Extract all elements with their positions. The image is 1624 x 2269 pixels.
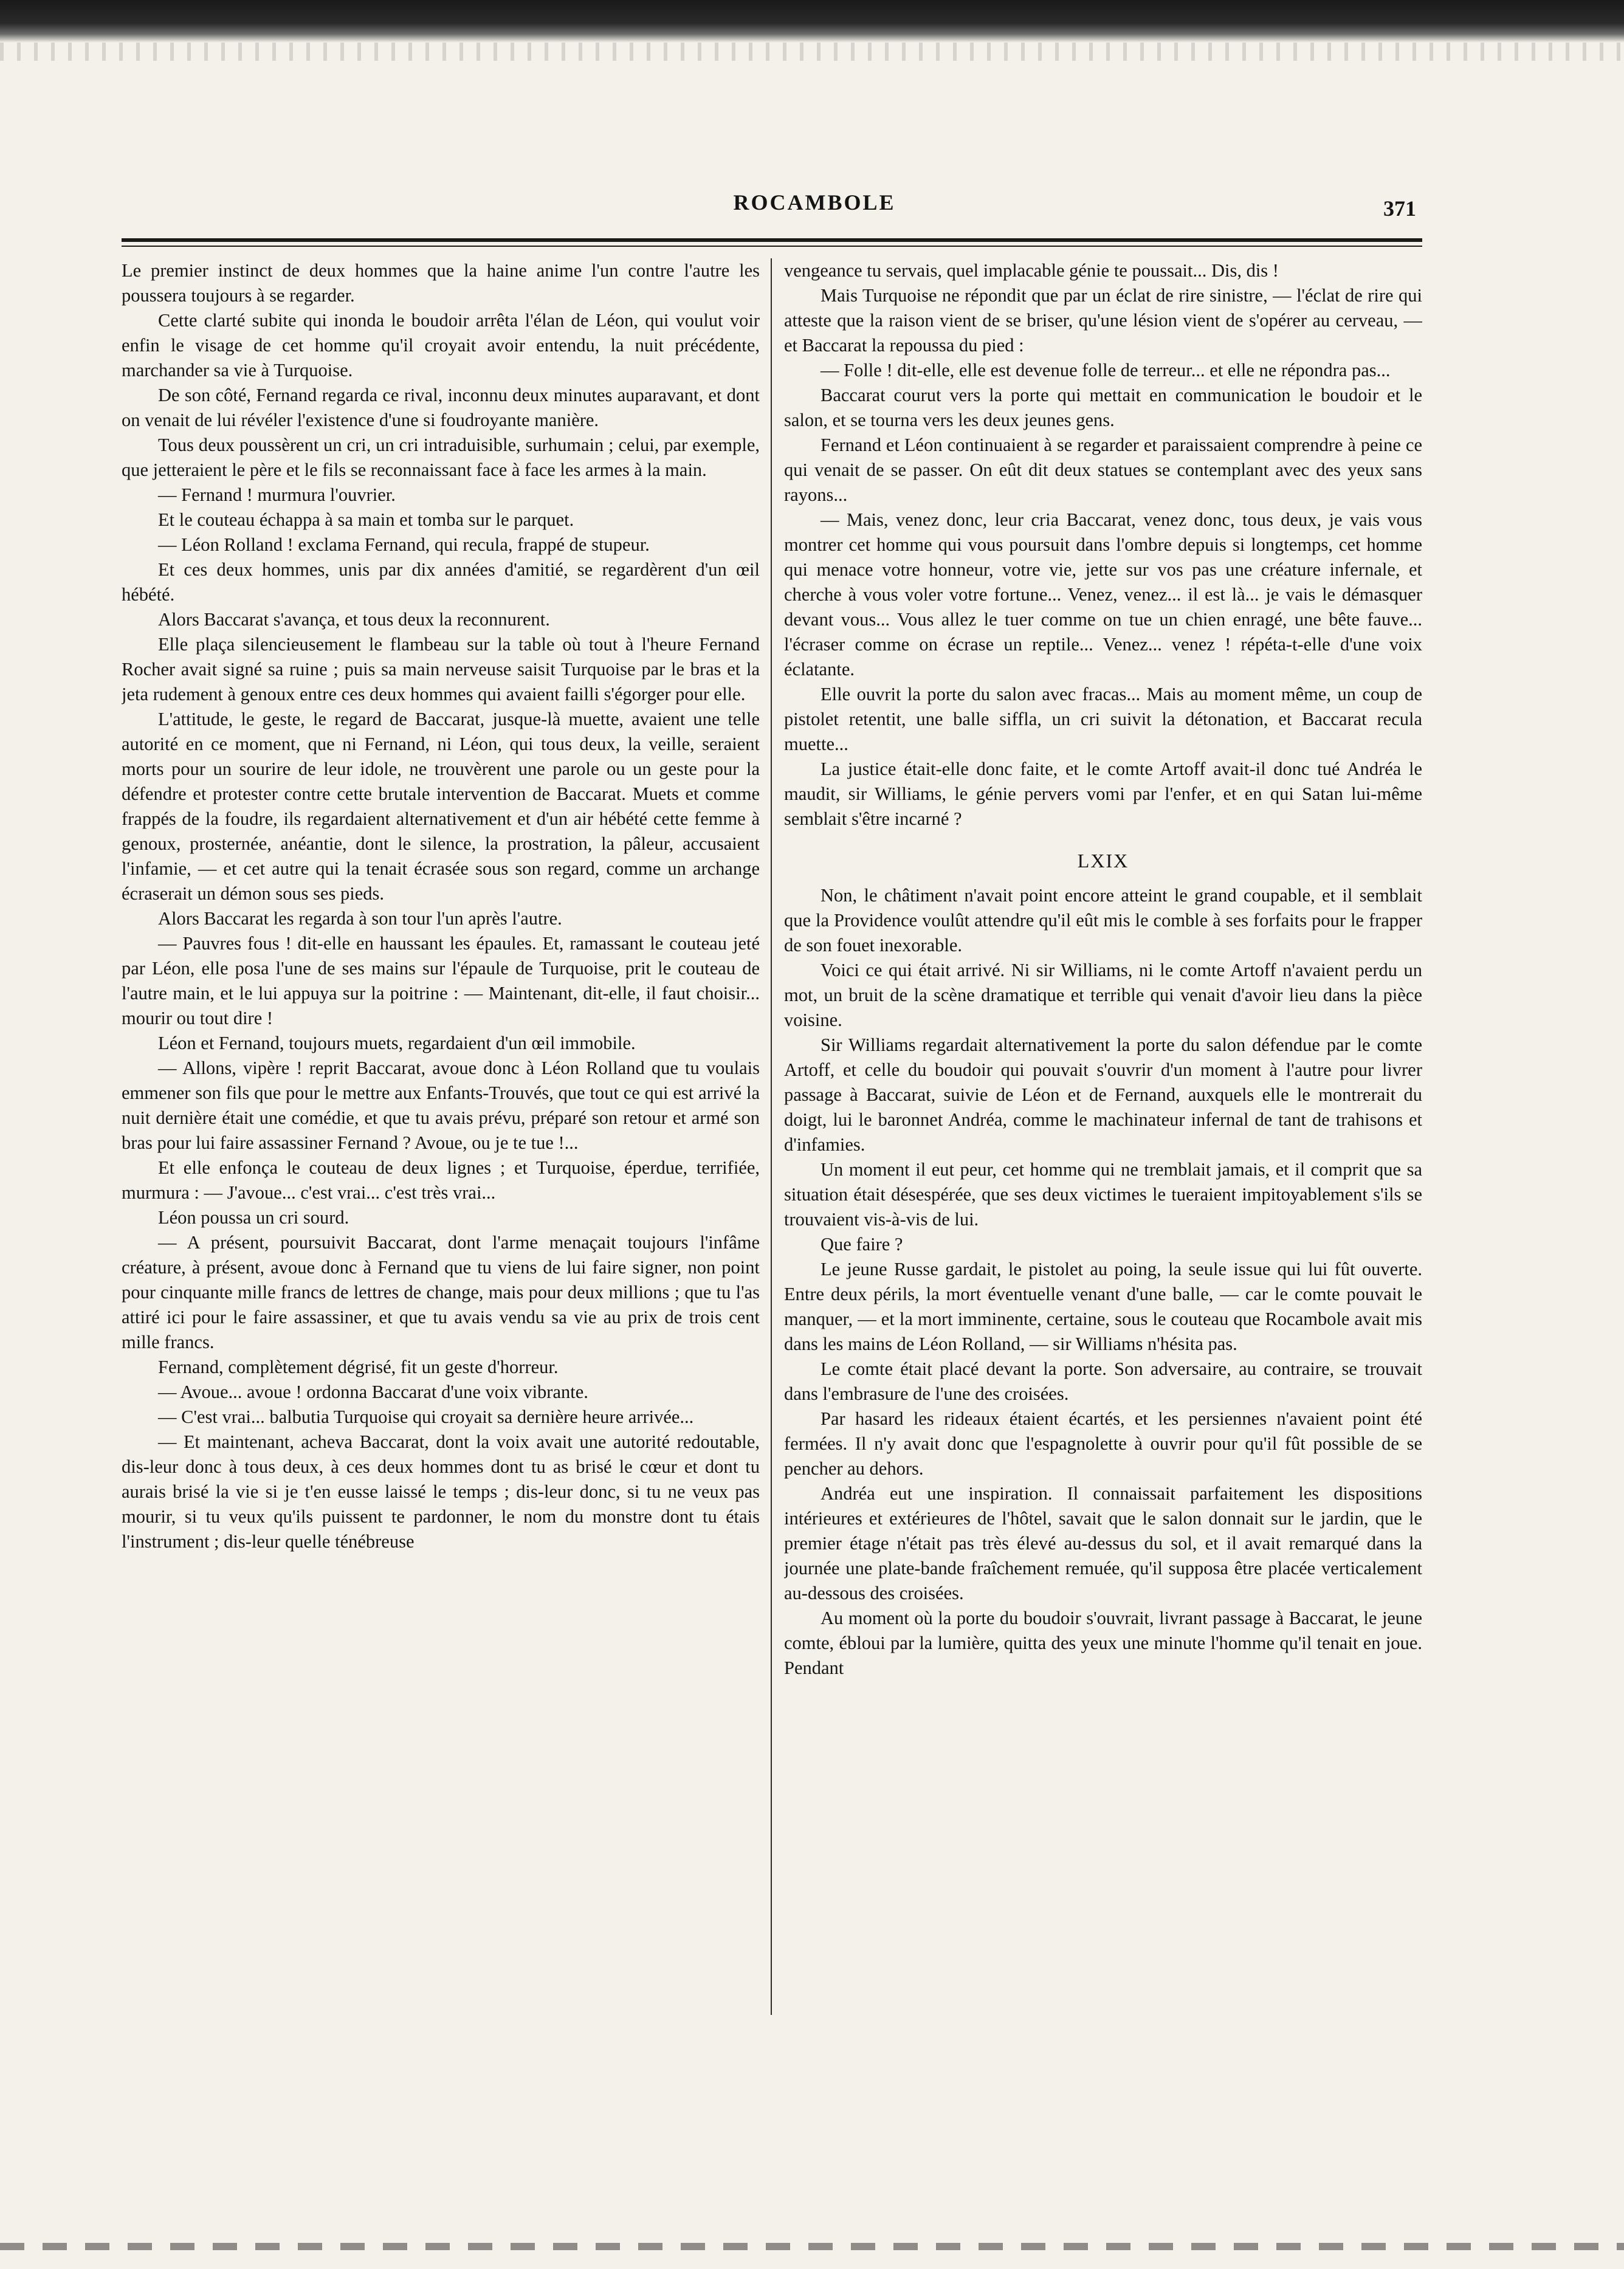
paragraph: Elle ouvrit la porte du salon avec fracas... Mais au moment même, un coup de pistolet retentit, une balle siffla, un cri suivit la détonation, et Baccarat recula muette... — [784, 684, 1422, 754]
paragraph: L'attitude, le geste, le regard de Baccarat, jusque-là muette, avaient une telle autorité en ce moment, que ni Fernand, ni Léon, qui tous deux, la veille, seraient morts pour un sourire de leur idole, ne trouvèrent une parole ou un geste pour la défendre et protester contre cette brutale intervention de Baccarat. Muets et comme frappés de la foudre, ils regardaient alternativement et d'un air hébété cette femme à genoux, prosternée, anéantie, dont le silence, la prostration, la pâleur, accusaient l'infamie, — et cet autre qui la tenait écrasée sous son regard, comme un archange écraserait un démon sous ses pieds. — [122, 709, 760, 904]
paragraph: Au moment où la porte du boudoir s'ouvrait, livrant passage à Baccarat, le jeune comte, ébloui par la lumière, quitta des yeux une minute l'homme qu'il tenait en joue. Pendant — [784, 1608, 1422, 1678]
chapter-heading: LXIX — [1077, 850, 1129, 872]
paragraph: — Fernand ! murmura l'ouvrier. — [158, 484, 396, 505]
paragraph: Mais Turquoise ne répondit que par un éclat de rire sinistre, — l'éclat de rire qui atteste que la raison vient de se briser, qu'une lésion vient de s'opérer au cerveau, — et Baccarat la repoussa du pied : — [784, 285, 1422, 356]
paragraph: Andréa eut une inspiration. Il connaissait parfaitement les dispositions intérieures et extérieures de l'hôtel, savait que le salon donnait sur le jardin, que le premier étage n'était pas très élevé au-dessus du sol, et il avait remarqué dans la journée une plate-bande fraîchement remuée, qu'il supposa être placée verticalement au-dessous des croisées. — [784, 1483, 1422, 1603]
paragraph: De son côté, Fernand regarda ce rival, inconnu deux minutes auparavant, et dont on venait de lui révéler l'existence d'une si foudroyante manière. — [122, 385, 760, 430]
paragraph: Et elle enfonça le couteau de deux lignes ; et Turquoise, éperdue, terrifiée, murmura : — J'avoue... c'est vrai... c'est très vrai... — [122, 1157, 760, 1203]
paragraph: Non, le châtiment n'avait point encore atteint le grand coupable, et il semblait que la Providence voulût attendre qu'il eût mis le comble à ses forfaits pour le frapper de son fouet inexorable. — [784, 885, 1422, 955]
header-rule-thin — [122, 246, 1422, 247]
paragraph: Baccarat courut vers la porte qui mettait en communication le boudoir et le salon, et se tourna vers les deux jeunes gens. — [784, 385, 1422, 430]
paragraph: — Pauvres fous ! dit-elle en haussant les épaules. Et, ramassant le couteau jeté par Léon, elle posa l'une de ses mains sur l'épaule de Turquoise, prit le couteau de l'autre main, et le lui appuya sur la poitrine : — Maintenant, dit-elle, il faut choisir... mourir ou tout dire ! — [122, 933, 760, 1028]
paragraph: Sir Williams regardait alternativement la porte du salon défendue par le comte Artoff, et celle du boudoir qui pouvait s'ouvrir d'un moment à l'autre pour livrer passage à Baccarat, suivie de Léon et de Fernand, auxquels elle le montrerait du doigt, lui le baronnet Andréa, comme le machinateur infernal de tant de trahisons et d'infamies. — [784, 1035, 1422, 1155]
paragraph: Alors Baccarat s'avança, et tous deux la reconnurent. — [158, 609, 550, 630]
paragraph: Voici ce qui était arrivé. Ni sir Williams, ni le comte Artoff n'avaient perdu un mot, un bruit de la scène dramatique et terrible qui venait d'avoir lieu dans la pièce voisine. — [784, 960, 1422, 1030]
left-column — [122, 258, 760, 2015]
running-title: ROCAMBOLE — [733, 190, 896, 215]
header-rule — [122, 238, 1422, 242]
top-scan-speckle — [0, 43, 1624, 61]
paragraph: Le comte était placé devant la porte. Son adversaire, au contraire, se trouvait dans l'embrasure de l'une des croisées. — [784, 1358, 1422, 1404]
paragraph: — Mais, venez donc, leur cria Baccarat, venez donc, tous deux, je vais vous montrer cet homme qui vous poursuit dans l'ombre depuis si longtemps, cet homme qui menace votre honneur, votre vie, jette sur vos pas une créature infernale, et cherche à vous voler votre fortune... Venez, venez... il est là... je vais le démasquer devant vous... Vous allez le tuer comme on tue un chien enragé, une bête fauve... l'écraser comme on écrase un reptile... Venez... venez ! répéta-t-elle d'une voix éclatante. — [784, 509, 1422, 680]
paragraph: — Allons, vipère ! reprit Baccarat, avoue donc à Léon Rolland que tu voulais emmener son fils que pour le mettre aux Enfants-Trouvés, que tout ce qui est arrivé la nuit dernière était une comédie, et que tu avais prévu, préparé son retour et armé son bras pour lui faire assassiner Fernand ? Avoue, ou je te tue !... — [122, 1058, 760, 1153]
paragraph: — Et maintenant, acheva Baccarat, dont la voix avait une autorité redoutable, dis-leur donc à tous deux, à ces deux hommes dont tu as brisé le cœur et dont tu aurais brisé la vie si je t'en eusse laissé le temps ; dis-leur donc, si tu ne veux pas mourir, si tu veux qu'ils puissent te pardonner, le nom du monstre dont tu étais l'instrument ; dis-leur quelle ténébreuse — [122, 1431, 760, 1552]
paragraph: Léon et Fernand, toujours muets, regardaient d'un œil immobile. — [158, 1033, 636, 1053]
paragraph: vengeance tu servais, quel implacable génie te poussait... Dis, dis ! — [784, 260, 1279, 281]
paragraph: Fernand et Léon continuaient à se regarder et paraissaient comprendre à peine ce qui venait de se passer. On eût dit deux statues se contemplant avec des yeux sans rayons... — [784, 435, 1422, 505]
paragraph: Un moment il eut peur, cet homme qui ne tremblait jamais, et il comprit que sa situation était désespérée, que ses deux victimes le tueraient impitoyablement s'ils se trouvaient vis-à-vis de lui. — [784, 1159, 1422, 1230]
paragraph: — Folle ! dit-elle, elle est devenue folle de terreur... et elle ne répondra pas... — [821, 360, 1391, 380]
paragraph: Et le couteau échappa à sa main et tomba sur le parquet. — [158, 509, 574, 530]
paragraph: — Léon Rolland ! exclama Fernand, qui recula, frappé de stupeur. — [158, 534, 650, 555]
paragraph: Et ces deux hommes, unis par dix années d'amitié, se regardèrent d'un œil hébété. — [122, 559, 760, 605]
paragraph: Cette clarté subite qui inonda le boudoir arrêta l'élan de Léon, qui voulut voir enfin le visage de cet homme qu'il croyait avoir entendu, la nuit précédente, marchander sa vie à Turquoise. — [122, 310, 760, 380]
paragraph: — C'est vrai... balbutia Turquoise qui croyait sa dernière heure arrivée... — [158, 1407, 694, 1427]
paragraph: Le jeune Russe gardait, le pistolet au poing, la seule issue qui lui fût ouverte. Entre deux périls, la mort éventuelle venant d'une balle, — car le comte pouvait le manquer, — et la mort imminente, certaine, sous le couteau que Rocambole avait mis dans les mains de Léon Rolland, — sir Williams n'hésita pas. — [784, 1259, 1422, 1354]
bottom-scan-marks — [0, 2243, 1624, 2250]
paragraph: — Avoue... avoue ! ordonna Baccarat d'une voix vibrante. — [158, 1382, 588, 1402]
paragraph: Le premier instinct de deux hommes que la haine anime l'un contre l'autre les poussera toujours à se regarder. — [122, 260, 760, 306]
paragraph: Alors Baccarat les regarda à son tour l'un après l'autre. — [158, 908, 562, 929]
paragraph: Léon poussa un cri sourd. — [158, 1207, 349, 1228]
page-number: 371 — [1383, 196, 1416, 221]
paragraph: Tous deux poussèrent un cri, un cri intraduisible, surhumain ; celui, par exemple, que jetteraient le père et le fils se reconnaissant face à face les armes à la main. — [122, 435, 760, 480]
top-scan-border — [0, 0, 1624, 43]
paragraph: Elle plaça silencieusement le flambeau sur la table où tout à l'heure Fernand Rocher avait signé sa ruine ; puis sa main nerveuse saisit Turquoise par le bras et la jeta rudement à genoux entre ces deux hommes qui avaient failli s'égorger pour elle. — [122, 634, 760, 704]
column-divider — [771, 258, 772, 2015]
page-header — [0, 182, 1624, 225]
right-column — [784, 258, 1422, 2015]
paragraph: La justice était-elle donc faite, et le comte Artoff avait-il donc tué Andréa le maudit, sir Williams, le génie pervers vomi par l'enfer, et en qui Satan lui-même semblait s'être incarné ? — [784, 759, 1422, 829]
paragraph: Que faire ? — [821, 1234, 903, 1255]
paragraph: Fernand, complètement dégrisé, fit un geste d'horreur. — [158, 1357, 559, 1377]
paragraph: Par hasard les rideaux étaient écartés, et les persiennes n'avaient point été fermées. Il n'y avait donc que l'espagnolette à ouvrir pour qu'il fût possible de se pencher au dehors. — [784, 1408, 1422, 1479]
paragraph: — A présent, poursuivit Baccarat, dont l'arme menaçait toujours l'infâme créature, à présent, avoue donc à Fernand que tu viens de lui faire signer, non point pour cinquante mille francs de lettres de change, mais pour deux millions ; que tu l'as attiré ici pour le faire assassiner, et que tu avais vendu sa vie au prix de trois cent mille francs. — [122, 1232, 760, 1352]
